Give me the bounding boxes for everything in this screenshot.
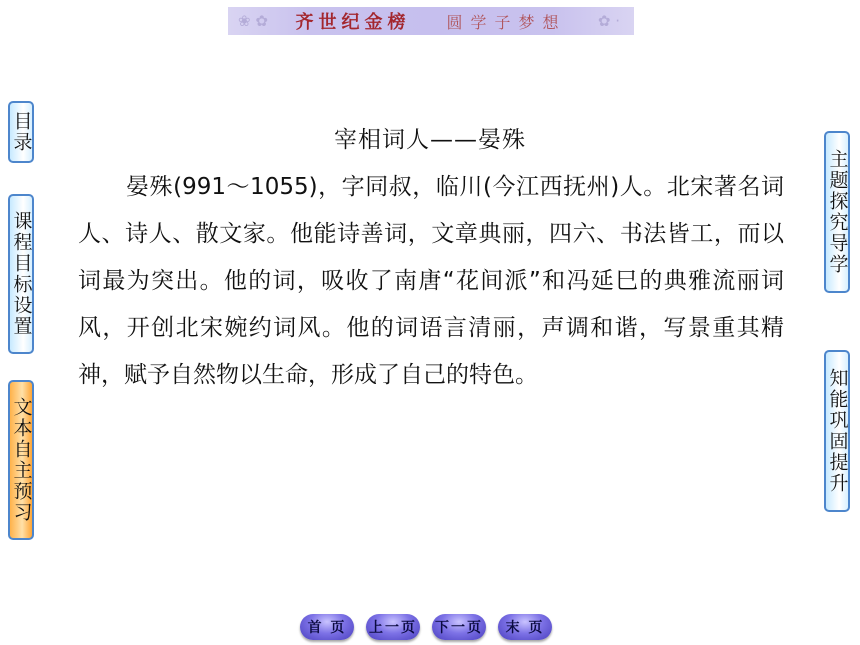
page-navigation <box>300 614 552 640</box>
banner-slogan: 圆学子梦想 <box>446 12 567 32</box>
prev-page-button[interactable]: 上一页 <box>366 614 420 640</box>
nav-tab-topic-inquiry[interactable] <box>824 131 850 293</box>
first-page-button[interactable]: 首 页 <box>300 614 354 640</box>
banner-brand: 齐世纪金榜 <box>295 12 411 33</box>
nav-tab-text-preview[interactable] <box>8 380 34 540</box>
content-title: 宰相词人——晏殊 <box>334 127 526 153</box>
nav-tab-text-preview-label: 文本自主预习 <box>10 397 33 523</box>
banner-deco-left: ❀ ✿ <box>238 12 268 30</box>
nav-tab-skill-improvement[interactable] <box>824 350 850 512</box>
nav-tab-topic-inquiry-label: 主题探究导学 <box>826 149 849 275</box>
content-paragraph: 晏殊(991～1055)，字同叔，临川(今江西抚州)人。北宋著名词人、诗人、散文家。他能诗善词，文章典丽，四六、书法皆工，而以词最为突出。他的词，吸收了南唐“花间派”和冯延巳的典雅流丽词风，开创北宋婉约词风。他的词语言清丽，声调和谐，写景重其精神，赋予自然物以生命，形成了自己的特色。 <box>78 174 784 388</box>
nav-tab-course-goals-label: 课程目标设置 <box>10 211 33 337</box>
nav-tab-course-goals[interactable] <box>8 194 34 354</box>
header-banner <box>228 7 634 35</box>
next-page-button[interactable]: 下一页 <box>432 614 486 640</box>
nav-tab-skill-improvement-label: 知能巩固提升 <box>826 368 849 494</box>
nav-tab-toc-label: 目录 <box>10 111 33 153</box>
last-page-button[interactable]: 末 页 <box>498 614 552 640</box>
banner-deco-right: ✿ · <box>597 12 620 30</box>
